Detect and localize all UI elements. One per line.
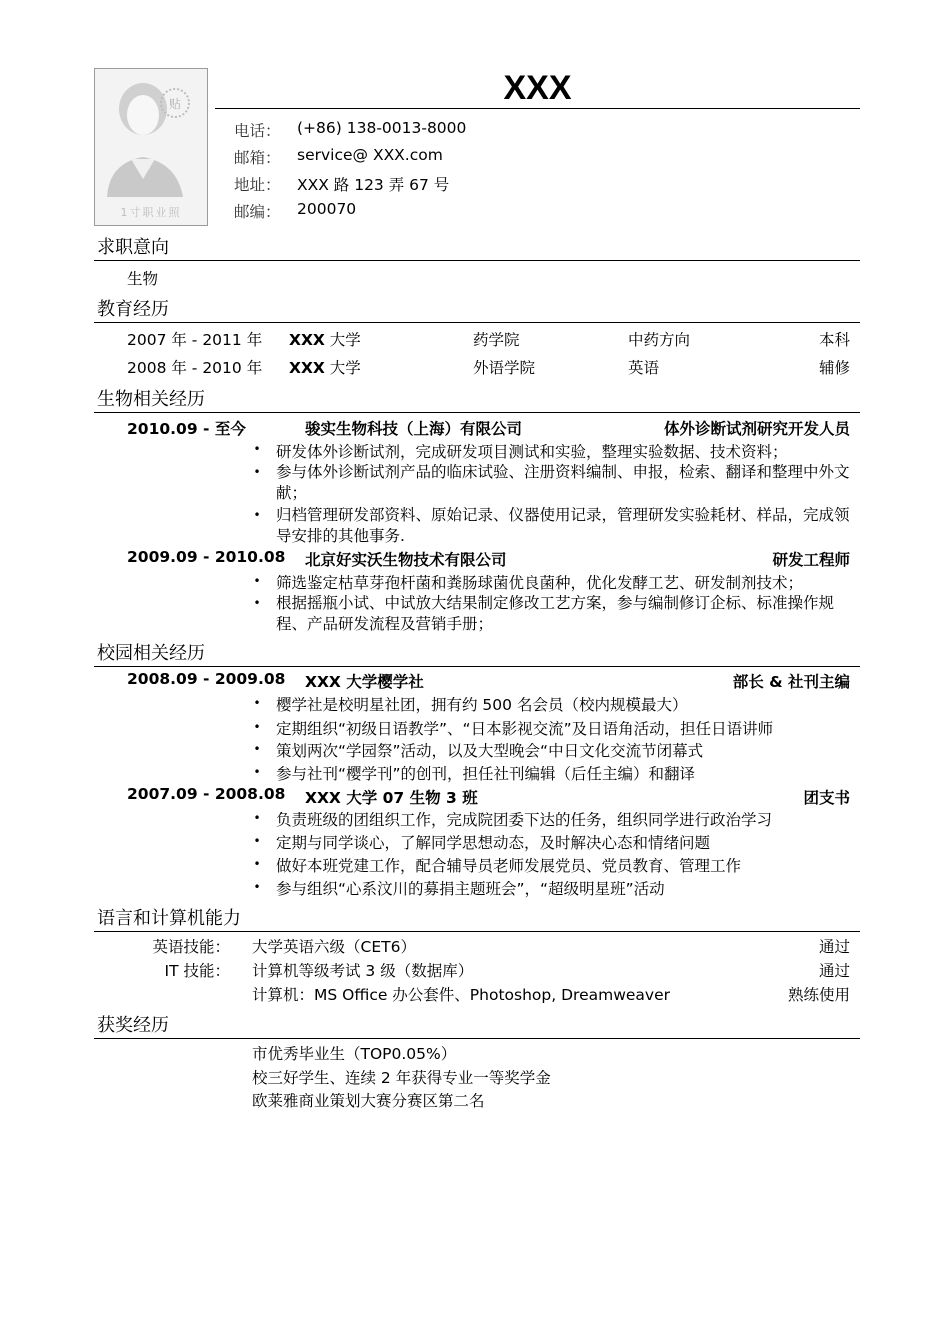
education-degree: 本科 (818, 331, 850, 349)
job-period: 2009.09 - 2010.08 (127, 548, 286, 566)
bullet-dot-icon: • (253, 857, 261, 871)
skill-status: 通过 (818, 938, 850, 956)
avatar-silhouette-icon (95, 69, 207, 225)
photo-caption: 1寸职业照 (120, 206, 182, 219)
skill-value: 计算机：MS Office 办公套件、Photoshop, Dreamweaver (252, 986, 670, 1004)
bullet-dot-icon: • (253, 696, 261, 710)
skill-label: IT 技能： (164, 962, 230, 980)
campus-org: XXX 大学樱学社 (305, 673, 424, 691)
bullet-dot-icon: • (253, 880, 261, 894)
zipcode-label: 邮编： (234, 203, 281, 221)
address-value: XXX 路 123 弄 67 号 (297, 176, 450, 194)
skill-label: 英语技能： (152, 938, 230, 956)
zipcode-value: 200070 (297, 200, 357, 218)
list-item: 归档管理研发部资料、原始记录、仪器使用记录，管理研发实验耗材、样品，完成领导安排的其他事务. (276, 506, 850, 545)
bullet-dot-icon: • (253, 834, 261, 848)
section-divider (94, 931, 860, 932)
campus-org: XXX 大学 07 生物 3 班 (305, 789, 478, 807)
section-divider (94, 666, 860, 667)
list-item: 研发体外诊断试剂，完成研发项目测试和实验，整理实验数据、技术资料； (276, 443, 788, 461)
candidate-name: XXX (503, 69, 572, 107)
phone-label: 电话： (234, 122, 281, 140)
skill-status: 通过 (818, 962, 850, 980)
campus-period: 2007.09 - 2008.08 (127, 785, 286, 803)
education-major: 英语 (628, 359, 660, 377)
job-role: 体外诊断试剂研究开发人员 (663, 420, 850, 438)
list-item: 参与体外诊断试剂产品的临床试验、注册资料编制、申报，检索、翻译和整理中外文献； (276, 463, 850, 502)
list-item: 参与社刊“樱学刊”的创刊，担任社刊编辑（后任主编）和翻译 (276, 765, 696, 783)
education-period: 2007 年 - 2011 年 (127, 331, 263, 349)
bullet-dot-icon: • (253, 720, 261, 734)
list-item: 定期与同学谈心，了解同学思想动态，及时解决心态和情绪问题 (276, 834, 711, 852)
section-title-campus-experience: 校园相关经历 (97, 643, 205, 664)
profile-photo (94, 68, 208, 226)
address-label: 地址： (234, 176, 281, 194)
section-divider (94, 412, 860, 413)
list-item: 参与组织“心系汶川的募捐主题班会”，“超级明星班”活动 (276, 880, 665, 898)
bullet-dot-icon: • (253, 765, 261, 779)
award-item: 欧莱雅商业策划大赛分赛区第二名 (252, 1092, 485, 1110)
education-degree: 辅修 (818, 359, 850, 377)
list-item: 定期组织“初级日语教学”、“日本影视交流”及日语角活动，担任日语讲师 (276, 720, 774, 738)
bullet-dot-icon: • (253, 574, 261, 588)
section-divider (94, 260, 860, 261)
email-value: service@ XXX.com (297, 146, 443, 164)
education-school: XXX 大学 (289, 359, 361, 377)
phone-value: (+86) 138-0013-8000 (297, 119, 467, 137)
list-item: 策划两次“学园祭”活动，以及大型晚会“中日文化交流节闭幕式 (276, 742, 704, 760)
section-divider (94, 1038, 860, 1039)
campus-period: 2008.09 - 2009.08 (127, 670, 286, 688)
list-item: 负责班级的团组织工作，完成院团委下达的任务，组织同学进行政治学习 (276, 811, 773, 829)
objective-value: 生物 (127, 270, 159, 288)
job-company: 骏实生物科技（上海）有限公司 (305, 420, 523, 438)
list-item: 樱学社是校明星社团，拥有约 500 名会员（校内规模最大） (276, 696, 688, 714)
section-divider (94, 322, 860, 323)
bullet-dot-icon: • (253, 596, 261, 610)
award-item: 校三好学生、连续 2 年获得专业一等奖学金 (252, 1069, 551, 1087)
education-school: XXX 大学 (289, 331, 361, 349)
education-major: 中药方向 (628, 331, 691, 349)
education-period: 2008 年 - 2010 年 (127, 359, 263, 377)
name-divider (215, 108, 860, 109)
section-title-bio-experience: 生物相关经历 (97, 389, 205, 410)
section-title-objective: 求职意向 (97, 237, 169, 258)
bullet-dot-icon: • (253, 442, 261, 456)
section-title-skills: 语言和计算机能力 (97, 908, 241, 929)
skill-status: 熟练使用 (787, 986, 850, 1004)
list-item: 做好本班党建工作，配合辅导员老师发展党员、党员教育、管理工作 (276, 857, 742, 875)
list-item: 根据摇瓶小试、中试放大结果制定修改工艺方案，参与编制修订企标、标准操作规程、产品研发流程及营销手册； (276, 594, 835, 633)
job-role: 研发工程师 (772, 551, 850, 569)
education-college: 药学院 (473, 331, 520, 349)
bullet-dot-icon: • (253, 465, 261, 479)
email-label: 邮箱： (234, 149, 281, 167)
section-title-awards: 获奖经历 (97, 1015, 169, 1036)
campus-role: 部长 & 社刊主编 (732, 673, 850, 691)
education-college: 外语学院 (473, 359, 536, 377)
list-item: 筛选鉴定枯草芽孢杆菌和粪肠球菌优良菌种，优化发酵工艺、研发制剂技术； (276, 574, 804, 592)
section-title-education: 教育经历 (97, 299, 169, 320)
campus-role: 团支书 (803, 789, 850, 807)
job-company: 北京好实沃生物技术有限公司 (305, 551, 507, 569)
job-period: 2010.09 - 至今 (127, 420, 246, 438)
bullet-dot-icon: • (253, 742, 261, 756)
award-item: 市优秀毕业生（TOP0.05%） (252, 1045, 457, 1063)
bullet-dot-icon: • (253, 811, 261, 825)
svg-text:贴: 贴 (168, 97, 182, 111)
skill-value: 大学英语六级（CET6） (252, 938, 416, 956)
bullet-dot-icon: • (253, 508, 261, 522)
skill-value: 计算机等级考试 3 级（数据库） (252, 962, 474, 980)
